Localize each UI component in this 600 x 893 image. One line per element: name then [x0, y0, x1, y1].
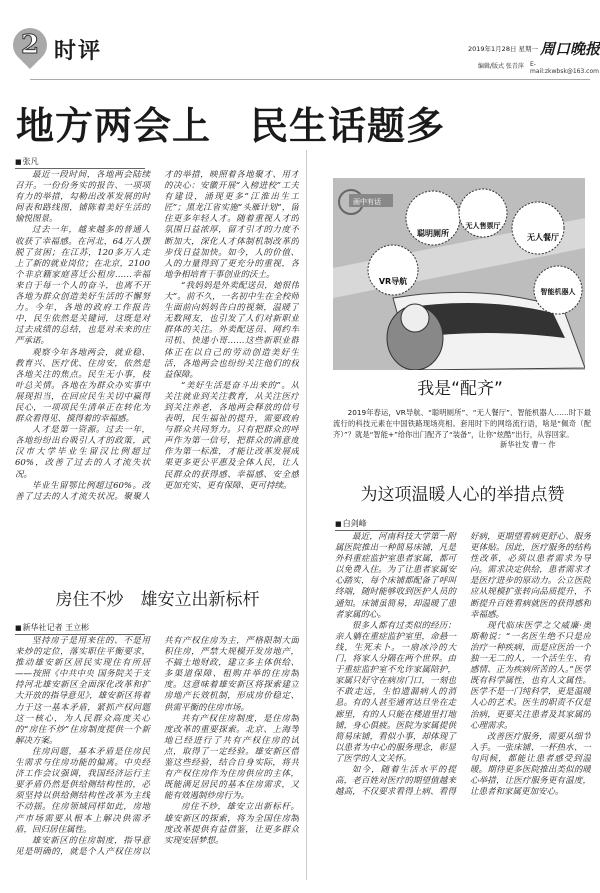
article2-body — [15, 636, 299, 884]
article-paragraph: 改善医疗服务，需要从细节入手。一张床铺、一杯热水、一句问候，都能让患者感受到温暖。期待更多医院推出类似的暖心举措，让医疗服务更有温度，让患者和家属更加安心。 — [470, 731, 591, 798]
article-paragraph: “美好生活是奋斗出来的”。从关注就业到关注教育，从关注医疗到关注养老，各地两会释放的信号表明，民生福祉的提升，需要政府与群众共同努力。只有把群众的呼声作为第一信号，把群众的满意度作为第一标准，才能让改革发展成果更多更公平惠及全体人民，让人民群众的获得感、幸福感、安全感更加充实、更有保障、更可持续。 — [164, 380, 299, 491]
header-divider — [30, 79, 590, 80]
article-paragraph: 雄安新区的住房制度，指导意见是明确的，就是个人产权住房以共有产权住房为主，严格限制大面积住房，严禁大规模开发房地产，不搞土地财政，建立多主体供给、多渠道保障、租购并举的住房制度。这意味着雄安新区将探索建立房地产长效机制，形成房价稳定、供需平衡的住房市场。 — [15, 636, 299, 857]
article-paragraph: 如今，随着生活水平的提高，老百姓对医疗的期望值越来越高，不仅要求看得上病、看得好病，更期望看病更舒心、服务更体贴。因此，医疗服务的结构性改革，必须以患者需求为导向。需求决定供给，患者需求才是医疗进步的原动力。公立医院应从规模扩张转向品质提升，不断提升百姓看病就医的获得感和幸福感。 — [335, 532, 591, 798]
bubble-label: 智能机器人 — [540, 288, 576, 296]
main-headline: 地方两会上 民生话题多 — [16, 103, 446, 148]
bubble-label: 无人售票厅 — [465, 222, 501, 230]
article1-body — [15, 170, 299, 550]
article-paragraph: 人才是第一资源。过去一年，各地纷纷出台吸引人才的政策，武汉市大学毕业生留汉比例超过60%，改善了过去的人才流失状况。 — [15, 425, 150, 480]
article-paragraph: 毕业生留鄂比例超过60%。改善了过去的人才流失状况。聚聚人才的举措，映照着各地聚才、用才的决心：安徽开展“入榜进校”工夫有建设，涌现更多“江淮出生工匠”；黑龙江省实施“头雁计划”，留住更多年轻人才。随着重视人才的氛围日益浓厚，留才引才的力度不断加大，深化人才体制机制改革的步伐日益加快。如今，人的价值、人的力量得到了更充分的重视，各地争相培育干事创业的沃土。 — [15, 170, 299, 502]
editor-credit: 编辑/版式 张青萍 — [478, 63, 524, 70]
article1-byline: ■ 张凡 — [15, 156, 145, 169]
article3-byline: ■ 白剑峰 — [335, 518, 445, 531]
article-paragraph: “我妈妈是外卖配送员，她很伟大”。前不久，一名初中生在全校师生面前向妈妈告白的视频，温暖了无数网友，也引发了人们对新职业群体的关注。外卖配送员、网约车司机、快递小哥……这些新职业群体正在以自己的劳动创造美好生活，各地两会也纷纷关注他们的权益保障。 — [164, 280, 299, 380]
article-paragraph: 观察今年各地两会，就业稳、教育兴、医疗优、住房安，依然是各地关注的焦点。民生无小事，枝叶总关情。各地在为群众办实事中展现担当，在回应民生关切中赢得民心，一项项民生清单正在转化为群众看得见、摸得着的幸福感。 — [15, 347, 150, 425]
article-paragraph: 现代临床医学之父威廉·奥斯勒说：“一名医生绝不只是应治疗一种疾病，而是应医治一个独一无二的人，一个活生生、有感情、正为疾病所苦的人。”医学既有科学属性，也有人文属性。医学不是一门纯科学，更是温暖人心的艺术。医生的职责不仅是治病，更要关注患者及其家属的心理需求。 — [470, 620, 591, 731]
article-paragraph: 房住不炒，雄安立出新标杆。雄安新区的探索，将为全国住房制度改革提供有益借鉴，让更多群众实现安居梦想。 — [164, 802, 299, 846]
contact-email: E-mail:zkwbsk@163.com — [530, 61, 599, 75]
cartoon-credit: 新华社发 曹一 作 — [500, 440, 556, 449]
cartoon-title: 我是“配齐” — [417, 379, 503, 399]
article2-title: 房住不炒 雄安立出新标杆 — [55, 590, 260, 610]
illustration-tag: 画中有话 — [353, 198, 381, 206]
article3-title: 为这项温暖人心的举措点赞 — [360, 485, 565, 505]
article3-body — [335, 532, 591, 882]
column-divider — [306, 150, 307, 880]
article-paragraph: 很多人都有过类似的经历：亲人躺在重症监护室里，命悬一线，生死未卜。一扇冰冷的大门，将家人分隔在两个世界。由于重症监护室不允许家属陪护，家属只好守在病房门口，一刻也不敢走远，生怕遗漏病人的消息。有的人甚至通宵达旦坐在走廊里，有的人只能在楼道里打地铺，身心俱疲。医院为家属提供简易床铺，看似小事，却体现了以患者为中心的服务理念，彰显了医学的人文关怀。 — [335, 620, 456, 764]
article-paragraph: 最近一段时间，各地两会陆续召开。一份份务实的报告、一项项有力的举措，勾勒出改革发展的时间表和路线图，铺陈着美好生活的愉悦图景。 — [15, 170, 150, 225]
article-paragraph: 坚持房子是用来住的、不是用来炒的定位，落实职住平衡要求，推动雄安新区居民实现住有所居——按照《中共中央 国务院关于支持河北雄安新区全面深化改革和扩大开放的指导意见》，雄安新区将着力于这一基本矛盾，紧抓产权问题这一核心，为人民群众高度关心的“房住不炒”住房制度提供一个新解决方案。 — [15, 636, 150, 746]
bubble-label: 无人餐厅 — [527, 233, 559, 242]
section-title: 时评 — [54, 38, 103, 64]
cartoon-caption: 2019年春运，VR导航、“聪明厕所”、“无人餐厅”、智能机器人……时下最流行的科技元素在中国铁路现场亮相。套用时下的网络流行语，啥是“佩奇（配齐）”？就是“智能+”给你出门配齐了“装备”，让你“炫酷”出行，从容回家。 — [333, 408, 591, 439]
article-paragraph: 住房问题，基本矛盾是住房民生需求与住房功能的偏离。中央经济工作会议强调，我国经济运行主要矛盾仍然是供给侧结构性的，必须坚持以供给侧结构性改革为主线不动摇。住房领域同样如此，房地产市场需要从根本上解决供需矛盾，回归居住属性。 — [15, 746, 150, 835]
cartoon-illustration — [333, 178, 585, 370]
article2-byline: ■ 新华社记者 王立彬 — [15, 622, 145, 635]
page-number: 2 — [20, 30, 40, 60]
article-paragraph: 过去一年，越来越多的普通人收获了幸福感。在河北，64万人摆脱了贫困；在江苏，120多万人走上了新的就业岗位；在北京，2100个非京籍家庭喜迁公租房……幸福来自于每一个人的奋斗，也离不开各地为群众创造美好生活的不懈努力。今年，各地的政府工作报告中，民生依然是关键词，这既是对过去成绩的总结，也是对未来的庄严承诺。 — [15, 225, 150, 347]
issue-date: 2019年1月28日 星期一 — [468, 45, 539, 53]
article-paragraph: 共有产权住房制度，是住房制度改革的重要探索。北京、上海等地已经进行了共有产权住房的试点，取得了一定经验。雄安新区借鉴这些经验，结合自身实际，将共有产权住房作为住房供应的主体，既能满足居民的基本住房需求，又能有效遏制炒房行为。 — [164, 713, 299, 802]
bubble-label: VR导航 — [378, 277, 408, 286]
article-paragraph: 最近，河南科技大学第一附属医院推出一种简易床铺，凡是外科重症监护室患者家属，都可以免费入住。为了让患者家属安心踏实，每个床铺都配备了呼叫终端，随时能够收到医护人员的通知。床铺虽简易，却温暖了患者家属的心。 — [335, 532, 456, 620]
bubble-label: 聪明厕所 — [417, 229, 449, 238]
newspaper-logo: 周口晚报 — [540, 40, 600, 58]
